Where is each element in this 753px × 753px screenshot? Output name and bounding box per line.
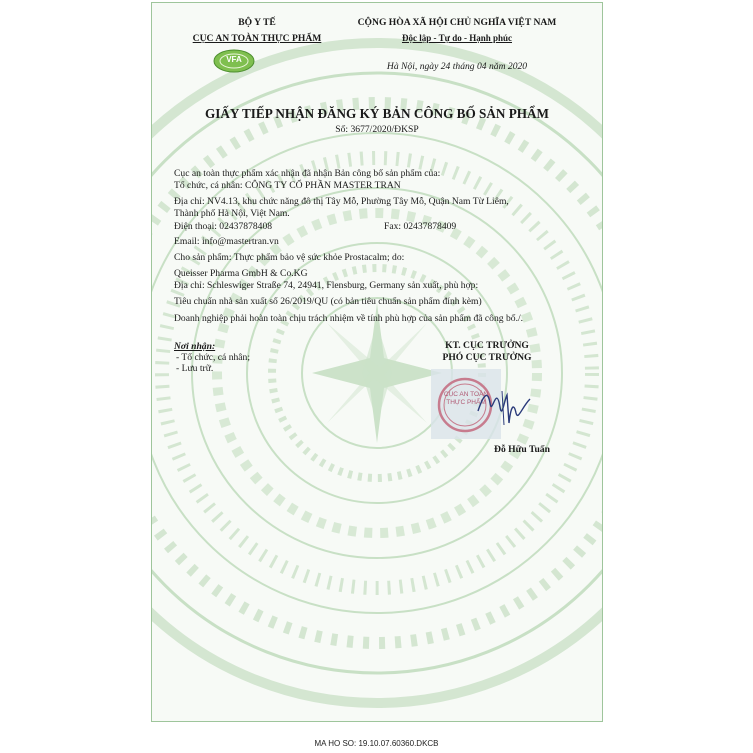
manufacturer-line: Queisser Pharma GmbH & Co.KG [174, 268, 308, 279]
issue-date: Hà Nội, ngày 24 tháng 04 năm 2020 [386, 61, 528, 72]
document-title: GIẤY TIẾP NHẬN ĐĂNG KÝ BẢN CÔNG BỐ SẢN PHẨM [205, 106, 549, 121]
fax-line: Fax: 02437878409 [384, 221, 457, 232]
email-line: Email: info@mastertran.vn [174, 236, 279, 247]
ministry-name: BỘ Y TẾ [238, 17, 276, 28]
agency-name: CỤC AN TOÀN THỰC PHẨM [192, 33, 322, 44]
signer-name: Đỗ Hữu Tuấn [494, 444, 550, 455]
organization-line: Tổ chức, cá nhân: CÔNG TY CỔ PHẦN MASTER TRAN [174, 180, 401, 191]
national-motto: Độc lập - Tự do - Hạnh phúc [401, 33, 512, 43]
confirmation-line: Cục an toàn thực phẩm xác nhận đã nhận Bản công bố sản phẩm của: [174, 168, 441, 179]
stamp-text: CỤC AN TOÀN THỰC PHẨM [443, 391, 489, 406]
certificate-document [151, 2, 603, 722]
address-line-1: Địa chỉ: NV4.13, khu chức năng đô thị Tây Mỗ, Phường Tây Mỗ, Quận Nam Từ Liêm, [174, 196, 509, 207]
dossier-code: MA HO SO: 19.10.07.60360.DKCB [314, 739, 439, 748]
responsibility-line: Doanh nghiệp phải hoàn toàn chịu trách nhiệm về tính phù hợp của sản phẩm đã công bố./. [174, 313, 524, 324]
standard-line: Tiêu chuẩn nhà sản xuất số 26/2019/QU (có bản tiêu chuẩn sản phẩm đính kèm) [174, 296, 482, 307]
vfa-logo-text: VFA [226, 55, 242, 64]
recipient-item: - Lưu trữ. [176, 363, 214, 374]
document-number: Số: 3677/2020/ĐKSP [335, 124, 419, 135]
recipients-heading: Nơi nhận: [174, 341, 216, 352]
address-line-2: Thành phố Hà Nội, Việt Nam. [174, 208, 290, 219]
country-name: CỘNG HÒA XÃ HỘI CHỦ NGHĨA VIỆT NAM [357, 17, 557, 28]
signer-role-1: KT. CỤC TRƯỞNG [445, 340, 529, 351]
recipient-item: - Tổ chức, cá nhân; [176, 352, 251, 363]
signer-role-2: PHÓ CỤC TRƯỞNG [442, 352, 532, 363]
handwritten-signature [474, 373, 534, 433]
manufacturer-address: Địa chỉ: Schleswiger Straße 74, 24941, Flensburg, Germany sản xuất, phù hợp: [174, 280, 479, 291]
product-line: Cho sản phẩm: Thực phẩm bảo vệ sức khỏe Prostacalm; do: [174, 252, 405, 263]
phone-line: Điện thoại: 02437878408 [174, 221, 273, 232]
